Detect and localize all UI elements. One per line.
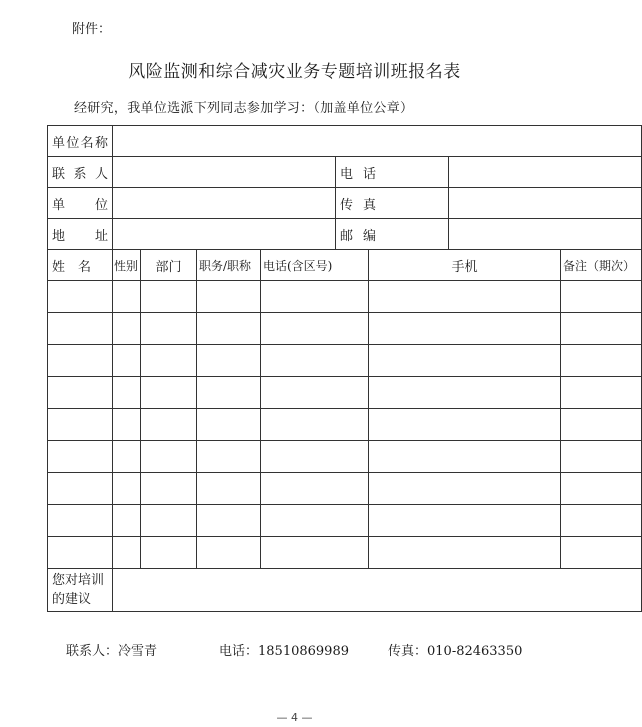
registration-form-table	[47, 125, 642, 612]
suggestion-label: 您对培训的建议	[48, 569, 113, 612]
phone-label: 电话	[336, 157, 449, 188]
attachment-label: 附件：	[72, 22, 112, 37]
participant-row[interactable]	[48, 281, 642, 313]
participant-row[interactable]	[48, 377, 642, 409]
participant-row[interactable]	[48, 441, 642, 473]
footer-contact: 联系人：冷雪青	[66, 644, 158, 659]
header-name: 姓 名	[48, 250, 113, 281]
participant-row[interactable]	[48, 505, 642, 537]
page-title: 风险监测和综合减灾业务专题培训班报名表	[128, 62, 461, 82]
postcode-label: 邮编	[336, 219, 449, 250]
address-field[interactable]	[113, 219, 336, 250]
contact-label: 联系人	[48, 157, 113, 188]
header-remarks: 备注（期次）	[561, 250, 642, 281]
address-label: 地址	[48, 219, 113, 250]
header-department: 部门	[141, 250, 197, 281]
contact-field[interactable]	[113, 157, 336, 188]
phone-field[interactable]	[449, 157, 642, 188]
footer-phone: 电话：18510869989	[219, 644, 349, 659]
unit-name-field[interactable]	[113, 126, 642, 157]
fax-label: 传真	[336, 188, 449, 219]
page-number: — 4 —	[276, 711, 313, 724]
participant-row[interactable]	[48, 537, 642, 569]
unit-field[interactable]	[113, 188, 336, 219]
participant-row[interactable]	[48, 409, 642, 441]
participant-row[interactable]	[48, 345, 642, 377]
suggestion-field[interactable]	[113, 569, 642, 612]
header-gender: 性别	[113, 250, 141, 281]
footer-fax: 传真：010-82463350	[388, 644, 523, 659]
participant-row[interactable]	[48, 473, 642, 505]
header-mobile: 手机	[369, 250, 561, 281]
participant-header-row	[48, 250, 642, 281]
unit-label: 单位	[48, 188, 113, 219]
fax-field[interactable]	[449, 188, 642, 219]
intro-text: 经研究，我单位选派下列同志参加学习：（加盖单位公章）	[74, 101, 414, 116]
unit-name-label: 单位名称	[48, 126, 113, 157]
header-phone: 电话(含区号)	[261, 250, 369, 281]
header-title: 职务/职称	[197, 250, 261, 281]
participant-row[interactable]	[48, 313, 642, 345]
postcode-field[interactable]	[449, 219, 642, 250]
